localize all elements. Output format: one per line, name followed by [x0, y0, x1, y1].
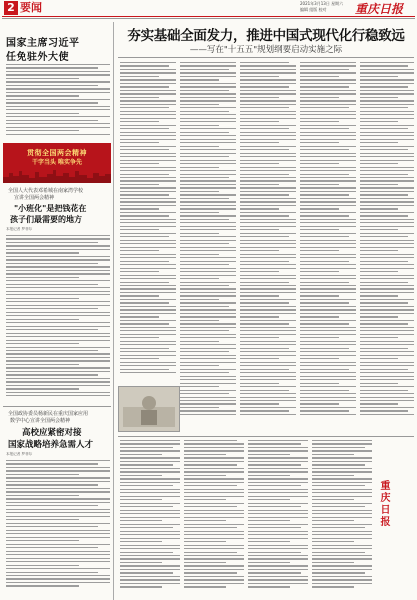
story2-headline-line1: "小班化"是把钱花在 — [14, 204, 87, 213]
main-lower-col2 — [184, 440, 244, 596]
main-lower-col4 — [312, 440, 372, 596]
section-name: 要闻 — [20, 1, 42, 14]
story2-kicker: 全国人大代表邓希城在南家湾学校 — [8, 188, 84, 194]
headline-rule — [118, 57, 414, 58]
story3-body — [6, 460, 110, 596]
main-body-col5 — [360, 62, 414, 432]
story3-headline-line1: 高校应紧密对接 — [22, 428, 82, 438]
banner-slogan: 干字当头 唯实争先 — [31, 159, 83, 166]
main-lower-col1 — [120, 440, 180, 596]
main-body-col3 — [240, 62, 296, 432]
desk-line: 编辑 组版 校对 — [300, 7, 327, 12]
story3-byline: 本报记者 罗菲尔 — [6, 452, 33, 456]
story3-kicker: 全国政协委员杨新民在重庆国家应用 — [8, 411, 89, 417]
date-line: 2021年3月13日 星期六 — [300, 1, 344, 6]
page-number: 2 — [4, 1, 18, 15]
main-subhead: ——写在"十五五"规划纲要启动实施之际 — [189, 45, 343, 55]
news-photo — [118, 386, 180, 432]
stamp-text: 重庆日报 — [378, 480, 389, 528]
main-lower-col3 — [248, 440, 308, 596]
story2-body — [6, 235, 110, 403]
main-body-col4 — [300, 62, 356, 432]
story1-headline-line1: 国家主席习近平 — [6, 38, 80, 49]
masthead-rule — [2, 16, 415, 17]
story3-kicker-2: 数学中心宣讲全国两会精神 — [10, 418, 71, 424]
story2-byline: 本报记者 罗菲尔 — [6, 227, 33, 231]
story1-headline-line2: 任免驻外大使 — [6, 52, 69, 63]
masthead-rule-thin — [2, 18, 415, 19]
story2-kicker-2: 宣讲全国两会精神 — [14, 195, 55, 201]
section-rule — [118, 436, 414, 437]
story3-headline-line2: 国家战略培养急需人才 — [8, 440, 94, 450]
banner-title: 贯彻全国两会精神 — [27, 149, 87, 157]
story1-body — [6, 64, 110, 142]
main-headline: 夯实基础全面发力，推进中国式现代化行稳致远 — [127, 28, 405, 44]
column-divider — [113, 22, 114, 600]
masthead — [0, 0, 417, 22]
story2-headline-line2: 孩子们最需要的地方 — [10, 215, 82, 224]
paper-stamp — [376, 480, 406, 570]
skyline-graphic — [3, 168, 111, 183]
paper-logo: 重庆日报 — [355, 2, 404, 16]
story-separator — [3, 406, 111, 407]
main-body-col1 — [120, 62, 176, 382]
main-body-col2 — [180, 62, 236, 432]
